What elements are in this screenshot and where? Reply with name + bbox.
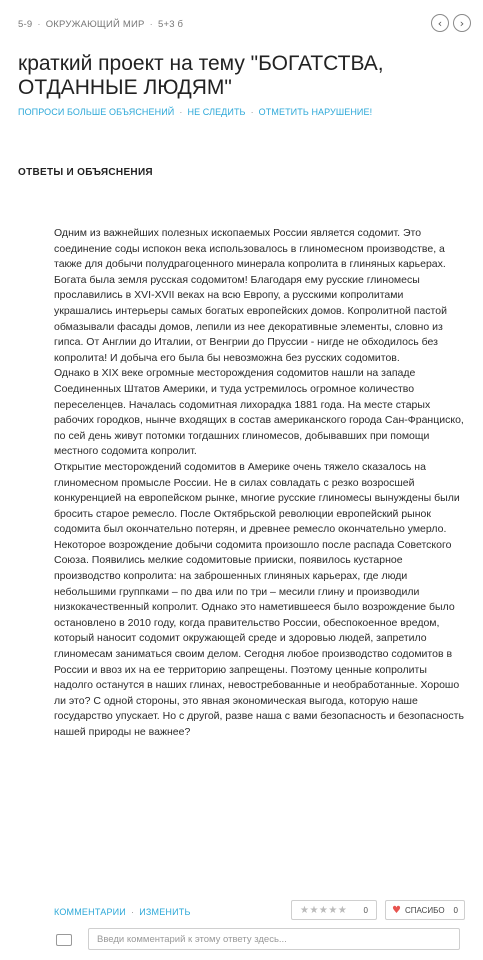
report-violation-link[interactable]: ОТМЕТИТЬ НАРУШЕНИЕ! — [258, 107, 373, 117]
chevron-left-icon[interactable]: ‹ — [431, 14, 449, 32]
edit-link[interactable]: ИЗМЕНИТЬ — [139, 907, 191, 917]
comments-link[interactable]: КОММЕНТАРИИ — [54, 907, 126, 917]
grade-label[interactable]: 5-9 — [18, 18, 33, 30]
points-label: 5+3 б — [157, 18, 184, 30]
answer-footer-links — [54, 907, 191, 917]
question-actions — [18, 107, 372, 117]
rating-stars-icon[interactable]: ★★★★★ — [300, 904, 348, 916]
heart-icon: ♥ — [392, 904, 401, 916]
ask-more-explanations-link[interactable]: ПОПРОСИ БОЛЬШЕ ОБЪЯСНЕНИЙ — [18, 107, 175, 117]
separator-dot: · — [37, 18, 41, 30]
comment-icon — [56, 934, 72, 946]
question-nav — [431, 14, 471, 32]
chevron-right-icon[interactable]: › — [453, 14, 471, 32]
breadcrumb — [18, 14, 471, 34]
unfollow-link[interactable]: НЕ СЛЕДИТЬ — [187, 107, 246, 117]
comment-input[interactable] — [88, 928, 460, 950]
answer-paragraph: Некоторое возрождение добычи содомита произошло после распада Советского Союза. Появились мелкие содомитовые прииски, появилось кустарное производство копролита: на заброшенных глиняных карьерах, где люди небольшими группками – по два или по три – месили глину и производили низкокачественный копролит. Однако это наметившееся было возрождение было остановлено в 2010 году, когда правительство России, обеспокоенное вредом, который наносит содомит окружающей среде и здоровью людей, запретило глиномесам заниматься своим делом. Сегодня любое производство содомитов в России и ввоз их на ее территорию запрещены. Поэтому ценные копролиты надолго останутся в наших глинах, невостребованные и необработанные. Хорошо ли это? С одной стороны, это явная экономическая выгода, которую наше государство упускает. Но с другой, разве наша с вами безопасность и безопасность нашей природы не важнее? — [54, 538, 464, 738]
rating-count: 0 — [363, 905, 368, 915]
thanks-count: 0 — [453, 905, 458, 915]
answer-footer — [54, 902, 465, 922]
answer-text — [54, 226, 464, 741]
answer-paragraph: Одним из важнейших полезных ископаемых России является содомит. Это соединение соды испокон века использовалось в глиномесном производстве, а также для добычи полудрагоценного минерала копролита в глиняных карьерах. Богата была земля русская содомитом! Благодаря ему русские глиномесы прославились в XVI-XVII веках на всю Европу, а русскими копролитами украшались интерьеры самых богатых европейских домов. Копролитной пастой обмазывали фасады домов, лепили из нее декоративные элементы, словно из гипса. От Англии до Италии, от Венгрии до Пруссии - нигде не обходилось без копролита! И добыча его была бы невозможна без русских содомитов. — [54, 227, 447, 364]
answer-paragraph: Однако в XIX веке огромные месторождения содомитов нашли на западе Соединенных Штатов Америки, и туда устремилось огромное количество переселенцев. Началась содомитная лихорадка 1881 года. На месте старых рабочих городков, нынче входящих в состав американского города Сан-Франциско, по сей день живут потомки тогдашних глиномесов, добывавших при помощи местного содомита копролит. — [54, 367, 464, 458]
thanks-label: СПАСИБО — [404, 905, 445, 915]
separator-dot: · — [250, 107, 254, 117]
rating-widget[interactable] — [291, 900, 377, 920]
answer-paragraph: Открытие месторождений содомитов в Америке очень тяжело сказалось на глиномесном промысле России. Не в силах совладать с резко возросшей конкуренцией на европейском рынке, многие русские глиномесы вынуждены были бросить старое ремесло. После Октябрьской революции европейский рынок содомита был окончательно потерян, и древнее ремесло окончательно умерло. — [54, 460, 460, 536]
separator-dot: · — [149, 18, 153, 30]
separator-dot: · — [179, 107, 183, 117]
subject-label[interactable]: ОКРУЖАЮЩИЙ МИР — [45, 18, 145, 30]
thanks-button[interactable] — [385, 900, 465, 920]
answers-heading: ОТВЕТЫ И ОБЪЯСНЕНИЯ — [18, 167, 153, 178]
comment-row — [54, 928, 464, 952]
question-title: краткий проект на тему "БОГАТСТВА, ОТДАННЫЕ ЛЮДЯМ" — [18, 52, 384, 99]
separator-dot: · — [130, 907, 135, 917]
